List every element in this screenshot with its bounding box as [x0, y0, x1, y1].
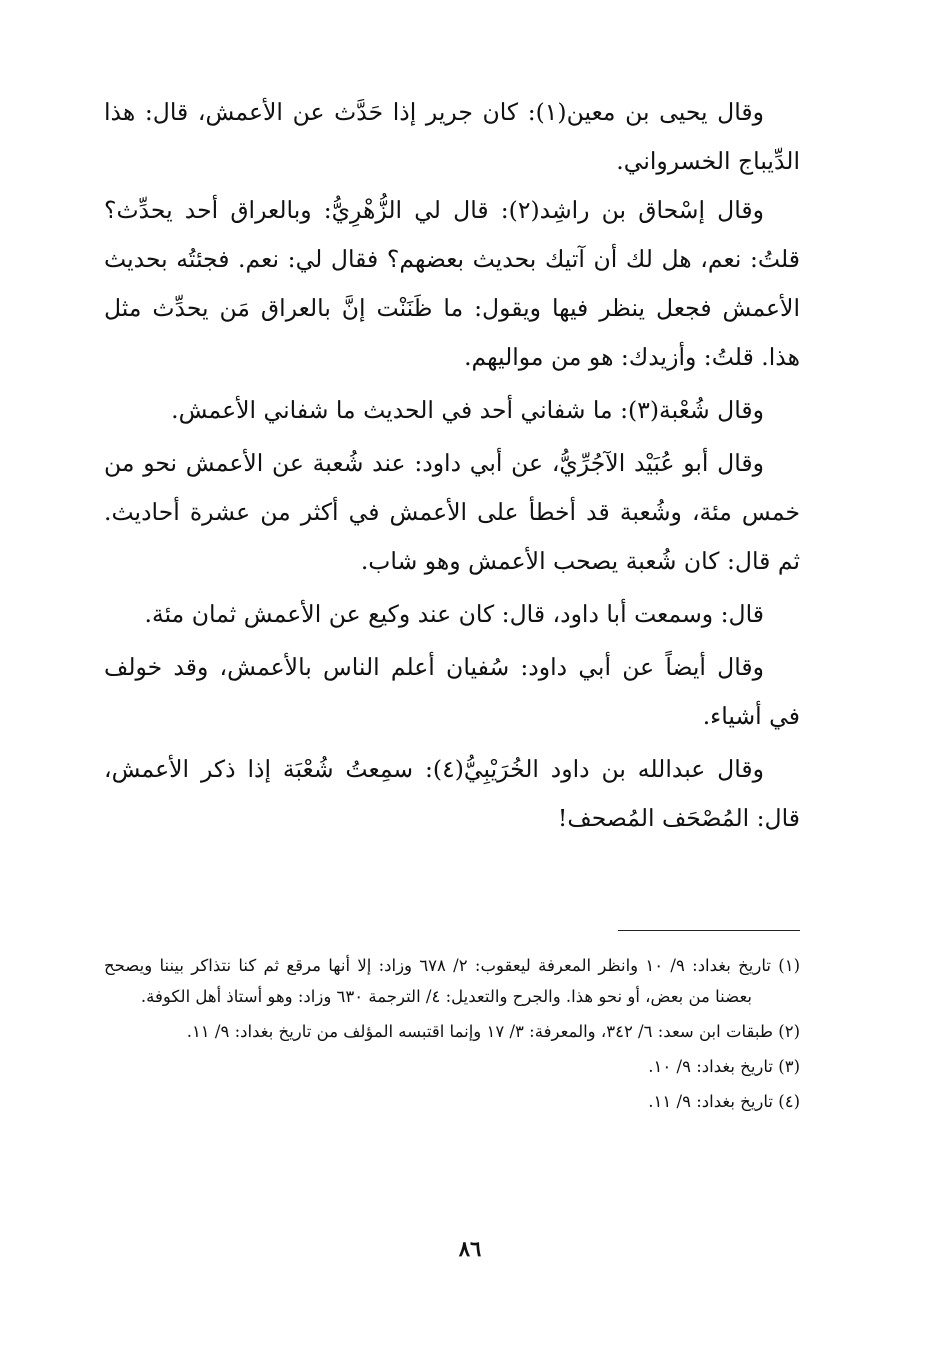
main-text [104, 88, 800, 847]
footnotes [104, 950, 800, 1121]
paragraph-ishaq-ibn-rashid: وقال إسْحاق بن راشِد(٢): قال لي الزُّهْرِيُّ: وبالعراق أحد يحدِّث؟ قلتُ: نعم، هل لك أن آتيك بحديث بعضهم؟ فقال لي: نعم. فجئتُه بحديث الأعمش فجعل ينظر فيها ويقول: ما ظَنَنْت إنَّ بالعراق مَن يحدِّث مثل هذا. قلتُ: وأزيدك: هو من مواليهم. [104, 196, 800, 371]
paragraph-yahya-ibn-main: وقال يحيى بن معين(١): كان جرير إذا حَدَّث عن الأعمش، قال: هذا الدِّيباج الخسرواني. [104, 98, 800, 175]
footnote-3: (٣) تاريخ بغداد: ٩/ ١٠. [648, 1057, 800, 1076]
footnote-2: (٢) طبقات ابن سعد: ٦/ ٣٤٢، والمعرفة: ٣/ ١٧ وإنما اقتبسه المؤلف من تاريخ بغداد: ٩/ ١١. [186, 1022, 800, 1041]
paragraph-sufyan: وقال أيضاً عن أبي داود: سُفيان أعلم الناس بالأعمش، وقد خولف في أشياء. [104, 653, 800, 730]
footnote-separator [618, 930, 800, 931]
page-number: ٨٦ [458, 1236, 482, 1261]
paragraph-khuraybi: وقال عبدالله بن داود الخُرَيْبِيُّ(٤): سمِعتُ شُعْبَة إذا ذكر الأعمش، قال: المُصْحَف المُصحف! [104, 755, 800, 832]
footnote-1: (١) تاريخ بغداد: ٩/ ١٠ وانظر المعرفة ليعقوب: ٢/ ٦٧٨ وزاد: إلا أنها مرقع ثم كنا نتذاكر بيننا ويصحح بعضنا من بعض، أو نحو هذا. والجرح والتعديل: ٤/ الترجمة ٦٣٠ وزاد: وهو أستاذ أهل الكوفة. [104, 956, 801, 1006]
paragraph-abu-ubayd: وقال أبو عُبَيْد الآجُرِّيُّ، عن أبي داود: عند شُعبة عن الأعمش نحو من خمس مئة، وشُعبة قد أخطأ على الأعمش في أكثر من عشرة أحاديث. ثم قال: كان شُعبة يصحب الأعمش وهو شاب. [104, 449, 800, 575]
footnote-4: (٤) تاريخ بغداد: ٩/ ١١. [648, 1092, 800, 1111]
paragraph-shuba: وقال شُعْبة(٣): ما شفاني أحد في الحديث ما شفاني الأعمش. [171, 396, 764, 424]
paragraph-waki: قال: وسمعت أبا داود، قال: كان عند وكيع عن الأعمش ثمان مئة. [144, 600, 764, 628]
